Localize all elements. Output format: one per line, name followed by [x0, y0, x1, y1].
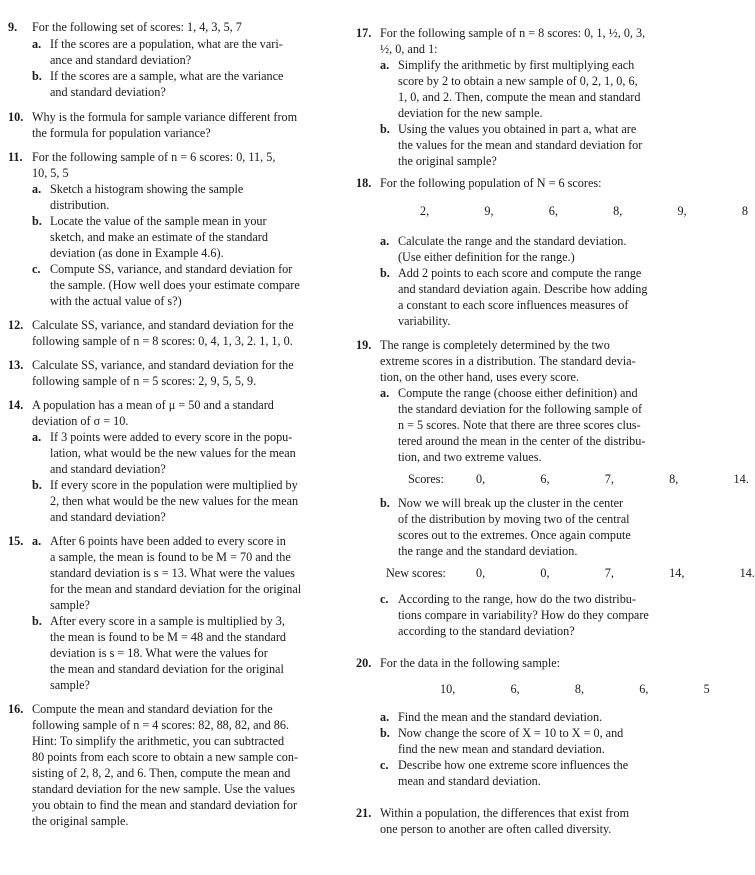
question-text: For the following sample of n = 6 scores: 0, 11, 5, [32, 150, 276, 164]
part-label: b. [32, 478, 42, 492]
part-text: Compute the range (choose either definition) and [398, 386, 638, 400]
question-number: 16. [8, 702, 24, 716]
part-text: Calculate the range and the standard deviation. [398, 234, 627, 248]
question-number: 19. [356, 338, 372, 352]
part-text: the original sample? [398, 154, 497, 168]
part-text: the standard deviation for the following sample of [398, 402, 643, 416]
part-label: a. [380, 234, 390, 248]
part-text: the sample. (How well does your estimate compare [50, 278, 300, 292]
question-text: deviation of σ = 10. [32, 414, 129, 428]
part-label: b. [32, 214, 42, 228]
question-text: For the data in the following sample: [380, 656, 561, 670]
question-text: For the following population of N = 6 scores: [380, 176, 602, 190]
data-scores: 0, 6, 7, 8, 14. [476, 472, 749, 486]
question-text: For the following sample of n = 8 scores: 0, 1, ½, 0, 3, [380, 26, 646, 40]
part-label: b. [380, 266, 390, 280]
question-text: Calculate SS, variance, and standard deviation for the [32, 318, 294, 332]
question-number: 18. [356, 176, 372, 190]
part-text: Now change the score of X = 10 to X = 0, and [398, 726, 624, 740]
part-text: and standard deviation? [50, 510, 166, 524]
part-text: the mean is found to be M = 48 and the standard [50, 630, 287, 644]
part-text: the range and the standard deviation. [398, 544, 578, 558]
part-text: distribution. [50, 198, 110, 212]
part-text: tions compare in variability? How do they compare [398, 608, 649, 622]
question-text: following sample of n = 4 scores: 82, 88, 82, and 86. [32, 718, 290, 732]
part-text: Find the mean and the standard deviation. [398, 710, 603, 724]
question-text: one person to another are often called diversity. [380, 822, 612, 836]
part-text: tered around the mean in the center of the distribu- [398, 434, 646, 448]
part-text: sample? [50, 598, 90, 612]
part-text: If every score in the population were multiplied by [50, 478, 298, 492]
part-text: Using the values you obtained in part a, what are [398, 122, 637, 136]
part-text: tion, and two extreme values. [398, 450, 542, 464]
part-text: and standard deviation again. Describe how adding [398, 282, 648, 296]
question-number: 12. [8, 318, 24, 332]
part-label: a. [32, 534, 42, 548]
part-text: deviation for the new sample. [398, 106, 543, 120]
question-number: 17. [356, 26, 372, 40]
part-text: n = 5 scores. Note that there are three scores clus- [398, 418, 641, 432]
part-text: ance and standard deviation? [50, 53, 192, 67]
part-text: a sample, the mean is found to be M = 70 and the [50, 550, 291, 564]
part-text: the mean and standard deviation for the original [50, 662, 284, 676]
question-number: 10. [8, 110, 24, 124]
question-number: 21. [356, 806, 372, 820]
part-text: If the scores are a population, what are the vari- [50, 37, 283, 51]
part-label: a. [380, 710, 390, 724]
part-text: a constant to each score influences measures of [398, 298, 629, 312]
part-text: score by 2 to obtain a new sample of 0, 2, 1, 0, 6, [398, 74, 638, 88]
part-text: lation, what would be the new values for the mean [50, 446, 296, 460]
part-text: sample? [50, 678, 90, 692]
question-stem: For the following set of scores: 1, 4, 3, 5, 7 [32, 20, 242, 34]
part-label: b. [380, 726, 390, 740]
part-text: After 6 points have been added to every score in [50, 534, 286, 548]
part-text: for the mean and standard deviation for the original [50, 582, 302, 596]
part-text: with the actual value of s?) [50, 294, 182, 308]
data-scores: 10, 6, 8, 6, 5 [440, 682, 710, 696]
part-text: According to the range, how do the two distribu- [398, 592, 636, 606]
question-text: the formula for population variance? [32, 126, 211, 140]
part-text: according to the standard deviation? [398, 624, 575, 638]
part-text: mean and standard deviation. [398, 774, 541, 788]
question-text: sisting of 2, 8, 2, and 6. Then, compute the mean and [32, 766, 291, 780]
part-label: b. [32, 614, 42, 628]
question-text: 10, 5, 5 [32, 166, 69, 180]
data-scores: 2, 9, 6, 8, 9, 8 [420, 204, 748, 218]
question-text: extreme scores in a distribution. The standard devia- [380, 354, 636, 368]
part-text: Describe how one extreme score influences the [398, 758, 629, 772]
part-label: b. [32, 69, 42, 83]
part-text: Now we will break up the cluster in the center [398, 496, 624, 510]
part-text: If 3 points were added to every score in the popu- [50, 430, 293, 444]
question-text: the original sample. [32, 814, 129, 828]
part-text: and standard deviation? [50, 85, 166, 99]
part-text: (Use either definition for the range.) [398, 250, 575, 264]
question-text: The range is completely determined by the two [380, 338, 610, 352]
question-text: Hint: To simplify the arithmetic, you can subtracted [32, 734, 285, 748]
question-text: following sample of n = 5 scores: 2, 9, 5, 5, 9. [32, 374, 257, 388]
part-text: Add 2 points to each score and compute the range [398, 266, 642, 280]
question-number: 14. [8, 398, 24, 412]
question-number: 11. [8, 150, 23, 164]
part-label: c. [380, 758, 389, 772]
part-label: b. [380, 122, 390, 136]
part-text: and standard deviation? [50, 462, 166, 476]
part-label: c. [32, 262, 41, 276]
part-text: After every score in a sample is multiplied by 3, [50, 614, 285, 628]
part-label: a. [32, 37, 42, 51]
part-text: Locate the value of the sample mean in your [50, 214, 267, 228]
part-text: sketch, and make an estimate of the standard [50, 230, 268, 244]
new-scores-label: New scores: [386, 566, 446, 580]
part-label: a. [32, 182, 42, 196]
part-label: a. [380, 386, 390, 400]
question-text: you obtain to find the mean and standard deviation for [32, 798, 298, 812]
part-text: Sketch a histogram showing the sample [50, 182, 244, 196]
part-text: scores out to the extremes. Once again compute [398, 528, 631, 542]
part-text: 1, 0, and 2. Then, compute the mean and standard [398, 90, 641, 104]
part-label: a. [32, 430, 42, 444]
part-label: c. [380, 592, 389, 606]
question-number: 20. [356, 656, 372, 670]
part-label: b. [380, 496, 390, 510]
question-text: ½, 0, and 1: [380, 42, 438, 56]
question-number: 9. [8, 20, 18, 34]
question-text: A population has a mean of μ = 50 and a standard [32, 398, 274, 412]
question-number: 13. [8, 358, 24, 372]
scores-label: Scores: [408, 472, 444, 486]
question-text: following sample of n = 8 scores: 0, 4, 1, 3, 2. 1, 1, 0. [32, 334, 293, 348]
data-new-scores: 0, 0, 7, 14, 14. [476, 566, 755, 580]
question-text: Calculate SS, variance, and standard deviation for the [32, 358, 294, 372]
part-text: find the new mean and standard deviation. [398, 742, 605, 756]
part-text: Compute SS, variance, and standard deviation for [50, 262, 293, 276]
question-number: 15. [8, 534, 24, 548]
question-text: standard deviation for the new sample. Use the values [32, 782, 295, 796]
part-text: 2, then what would be the new values for the mean [50, 494, 299, 508]
part-text: deviation is s = 18. What were the values for [50, 646, 268, 660]
question-text: Within a population, the differences that exist from [380, 806, 630, 820]
question-text: Compute the mean and standard deviation for the [32, 702, 273, 716]
question-text: Why is the formula for sample variance different from [32, 110, 298, 124]
part-text: standard deviation is s = 13. What were the values [50, 566, 295, 580]
question-text: tion, on the other hand, uses every score. [380, 370, 580, 384]
part-text: of the distribution by moving two of the central [398, 512, 630, 526]
question-text: 80 points from each score to obtain a new sample con- [32, 750, 299, 764]
part-text: If the scores are a sample, what are the variance [50, 69, 284, 83]
part-label: a. [380, 58, 390, 72]
part-text: Simplify the arithmetic by first multiplying each [398, 58, 635, 72]
part-text: the values for the mean and standard deviation for [398, 138, 643, 152]
part-text: variability. [398, 314, 451, 328]
part-text: deviation (as done in Example 4.6). [50, 246, 224, 260]
